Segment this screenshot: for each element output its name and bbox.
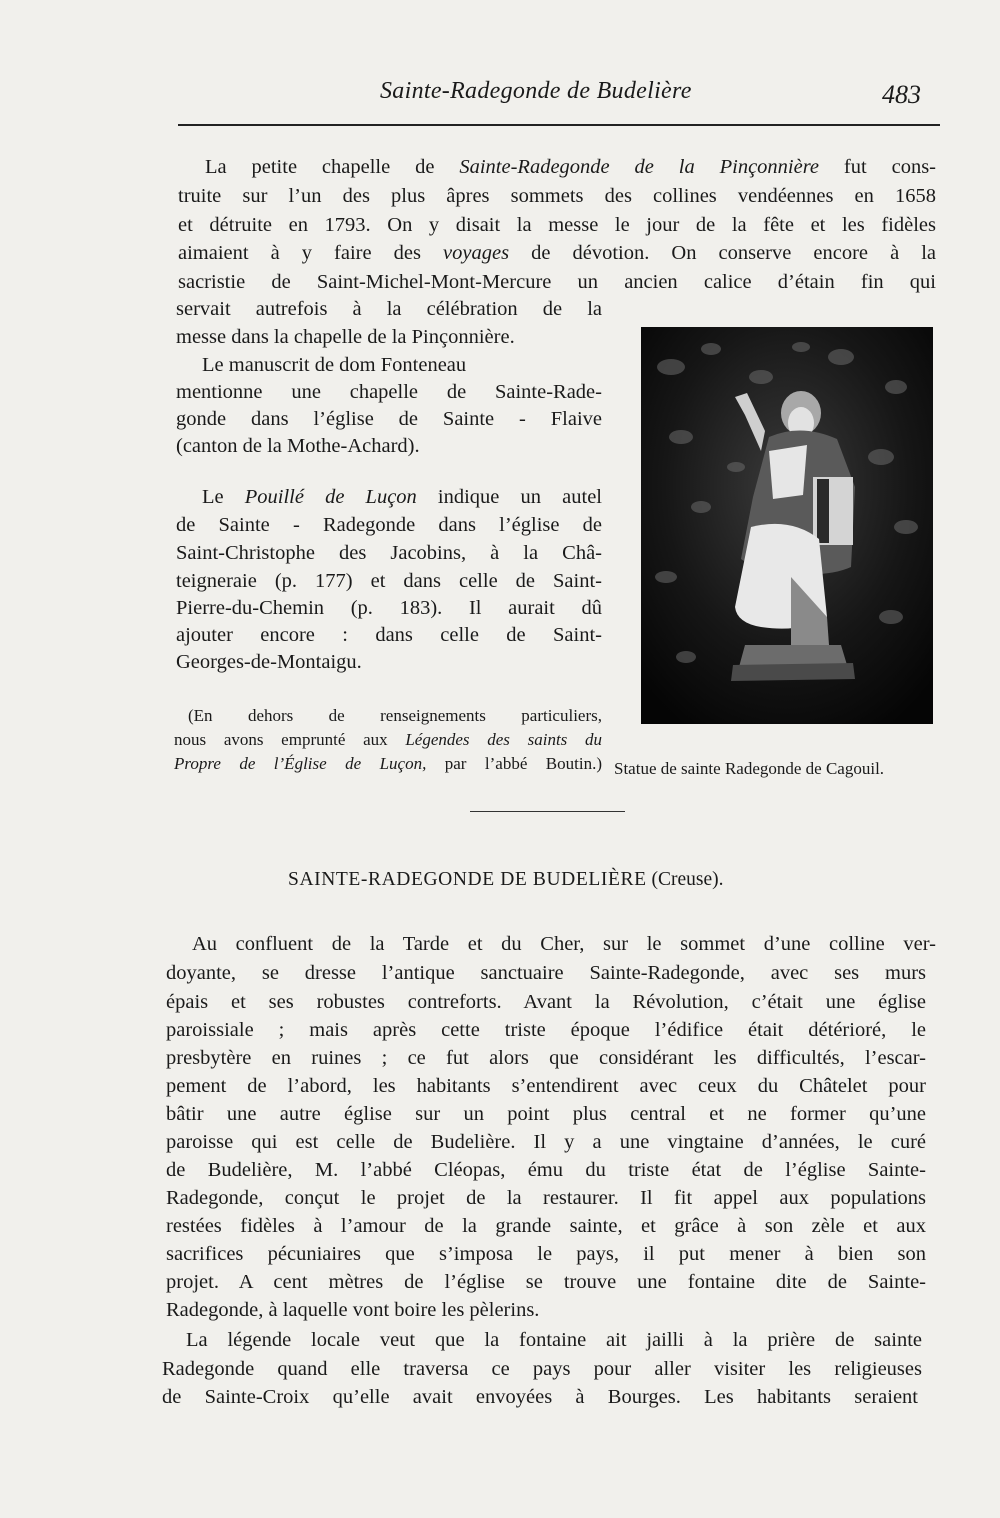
italic-run: voyages — [443, 242, 510, 264]
italic-run: Sainte-Radegonde de la Pinçonnière — [459, 156, 820, 178]
note-line: (En dehors de renseignements particuliers, — [188, 706, 602, 725]
text-line: La légende locale veut que la fontaine ait jailli à la prière de sainte — [186, 1329, 922, 1351]
text-run: nous avons emprunté aux — [174, 730, 406, 749]
note-line — [174, 753, 602, 775]
text-line: presbytère en ruines ; ce fut alors que considérant les difficultés, l’escar- — [166, 1047, 926, 1069]
text-run: aimaient à y faire des — [178, 242, 444, 264]
text-line: sacrifices pécuniaires que s’imposa le pays, il put mener à bien son — [166, 1243, 926, 1265]
section-title-text: SAINTE-RADEGONDE DE BUDELIÈRE — [288, 869, 647, 890]
text-line: de Budelière, M. l’abbé Cléopas, ému du triste état de l’église Sainte- — [166, 1159, 926, 1181]
italic-run: Légendes des saints du — [405, 730, 602, 749]
text-line: ajouter encore : dans celle de Saint- — [176, 624, 602, 646]
text-line: doyante, se dresse l’antique sanctuaire Sainte-Radegonde, avec ses murs — [166, 962, 926, 984]
text-line: paroisse qui est celle de Budelière. Il y a une vingtaine d’années, le curé — [166, 1131, 926, 1153]
text-line: (canton de la Mothe-Achard). — [176, 435, 420, 457]
text-line — [178, 240, 936, 266]
running-title: Sainte-Radegonde de Budelière — [380, 78, 692, 104]
text-line: Le manuscrit de dom Fonteneau — [202, 354, 467, 376]
text-line: Radegonde, à laquelle vont boire les pèlerins. — [166, 1299, 540, 1321]
text-line: projet. A cent mètres de l’église se trouve une fontaine dite de Sainte- — [166, 1271, 926, 1293]
text-line: pement de l’abord, les habitants s’entendirent avec ceux du Châtelet pour — [166, 1075, 926, 1097]
text-run: de dévotion. On conserve encore à la — [509, 242, 936, 264]
text-line: paroissiale ; mais après cette triste époque l’édifice était détérioré, le — [166, 1019, 926, 1041]
text-run: La petite chapelle de — [205, 156, 460, 178]
text-line: Radegonde, conçut le projet de la restaurer. Il fit appel aux populations — [166, 1187, 926, 1209]
section-title — [288, 869, 828, 891]
text-line: messe dans la chapelle de la Pinçonnière. — [176, 326, 515, 348]
text-line: servait autrefois à la célébration de la — [176, 298, 602, 320]
text-line: Saint-Christophe des Jacobins, à la Châ- — [176, 542, 602, 564]
text-line: restées fidèles à l’amour de la grande sainte, et grâce à son zèle et aux — [166, 1215, 926, 1237]
text-line — [202, 484, 602, 510]
italic-run: Propre de l’Église de Luçon, — [174, 754, 427, 773]
text-line: mentionne une chapelle de Sainte-Rade- — [176, 381, 602, 403]
text-line: Georges-de-Montaigu. — [176, 651, 362, 673]
text-line: de Sainte - Radegonde dans l’église de — [176, 514, 602, 536]
text-line: sacristie de Saint-Michel-Mont-Mercure un ancien calice d’étain fin qui — [178, 271, 936, 293]
text-line: truite sur l’un des plus âpres sommets des collines vendéennes en 1658 — [178, 185, 936, 207]
text-line: gonde dans l’église de Sainte - Flaive — [176, 408, 602, 430]
text-line: Pierre-du-Chemin (p. 183). Il aurait dû — [176, 597, 602, 619]
header-rule — [178, 124, 940, 126]
text-run: indique un autel — [416, 486, 602, 508]
text-line: épais et ses robustes contreforts. Avant la Révolution, c’était une église — [166, 991, 926, 1013]
text-line: de Sainte-Croix qu’elle avait envoyées à Bourges. Les habitants seraient — [162, 1386, 918, 1408]
section-separator — [470, 811, 625, 812]
text-line: teigneraie (p. 177) et dans celle de Saint- — [176, 570, 602, 592]
italic-run: Pouillé de Luçon — [244, 486, 417, 508]
section-title-suffix: (Creuse). — [646, 869, 724, 890]
text-run: par l’abbé Boutin.) — [426, 754, 602, 773]
note-line — [174, 729, 602, 751]
text-run: Le — [202, 486, 245, 508]
text-line: bâtir une autre église sur un point plus central et ne former qu’une — [166, 1103, 926, 1125]
text-line: Au confluent de la Tarde et du Cher, sur le sommet d’une colline ver- — [192, 933, 936, 955]
text-line: Radegonde quand elle traversa ce pays pour aller visiter les religieuses — [162, 1358, 922, 1380]
statue-photograph — [641, 327, 933, 724]
text-line: et détruite en 1793. On y disait la messe le jour de la fête et les fidèles — [178, 214, 936, 236]
figure-caption: Statue de sainte Radegonde de Cagouil. — [614, 759, 885, 778]
text-line — [205, 154, 936, 180]
text-run: fut cons- — [819, 156, 937, 178]
page-number: 483 — [882, 80, 921, 109]
